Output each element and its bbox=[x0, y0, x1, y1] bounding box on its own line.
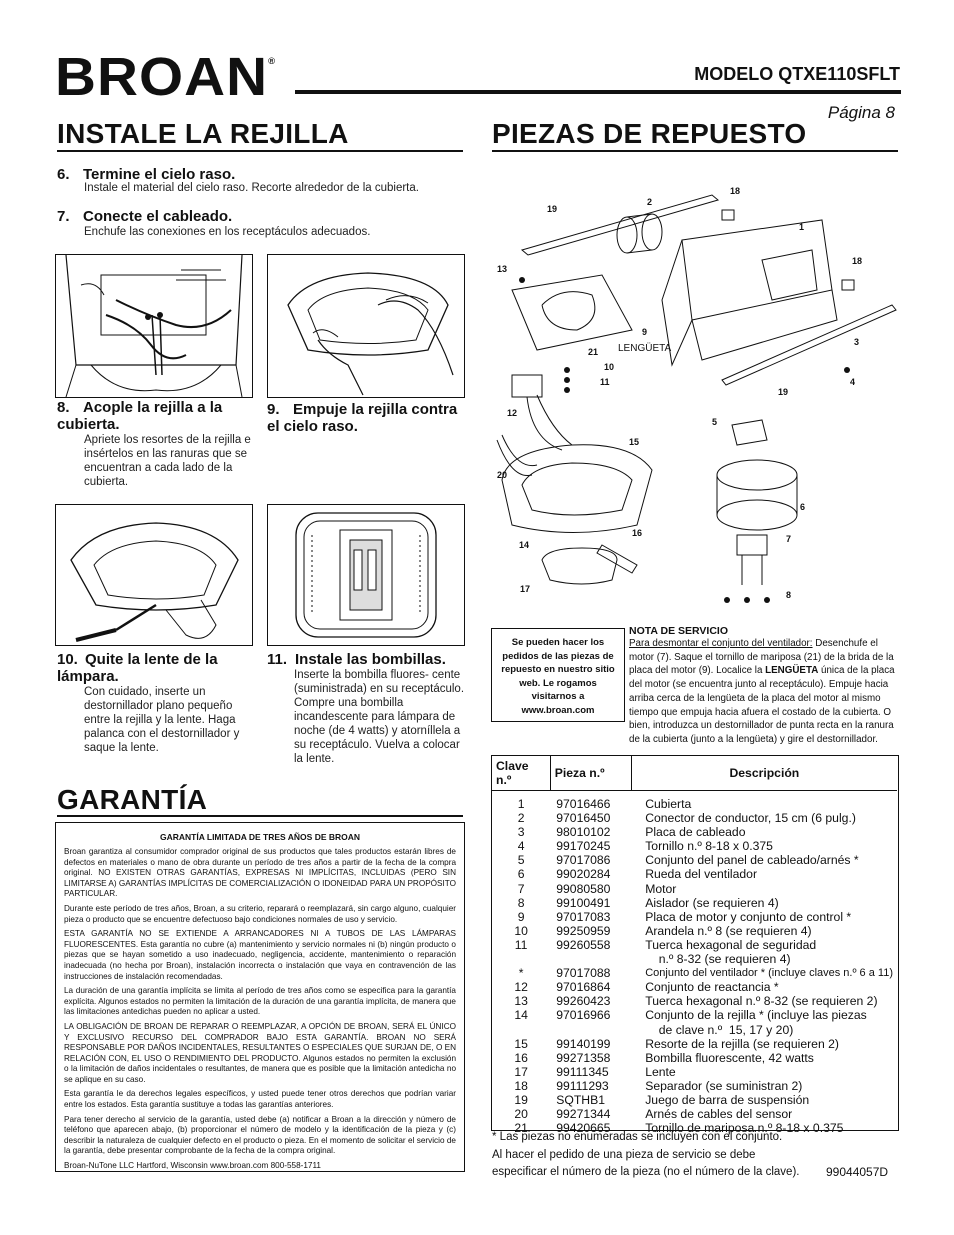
part-number-cell: 97016466 bbox=[556, 797, 611, 811]
model-number: MODELO QTXE110SFLT bbox=[694, 64, 900, 84]
order-note-2: especificar el número de la pieza (no el número de la clave). bbox=[492, 1166, 800, 1178]
callout-label: 17 bbox=[520, 584, 531, 594]
key-cell: * bbox=[518, 966, 524, 981]
key-cell: 3 bbox=[517, 825, 525, 840]
service-note bbox=[629, 625, 899, 747]
page-number: Página 8 bbox=[827, 103, 895, 122]
footnote: * Las piezas no enumeradas se incluyen con el conjunto. bbox=[492, 1131, 783, 1143]
key-cell: 19 bbox=[514, 1092, 528, 1107]
callout-label: 9 bbox=[642, 327, 648, 337]
description-cell: Placa de cableado bbox=[645, 825, 746, 840]
description-cell: Conjunto del ventilador * (incluye claves n.º 6 a 11) bbox=[645, 967, 893, 980]
description-cell: Placa de motor y conjunto de control * bbox=[645, 909, 852, 924]
key-cell bbox=[492, 952, 550, 966]
install-title: INSTALE LA REJILLA bbox=[57, 118, 349, 149]
description-cell: Aislador (se requieren 4) bbox=[645, 895, 779, 910]
key-cell: 5 bbox=[517, 853, 525, 868]
key-cell: 6 bbox=[517, 867, 525, 882]
table-row bbox=[492, 966, 897, 980]
warranty-box bbox=[55, 822, 465, 1172]
key-cell: 7 bbox=[517, 881, 525, 896]
warranty-paragraph: Broan garantiza al consumidor comprador original de sus productos que tales productos estarán libres de defectos en materiales o mano de obra durante un período de tres años a partir de la fecha de la compra original. NO EXISTEN OTRAS GARANTÍAS, EXPRESAS NI IMPLÍCITAS, INCLUIDAS (PERO SIN LIMITARSE A) GARANTÍAS IMPLÍCITAS DE COMERCIALIZACIÓN O IDONEIDAD PARA UN PROPÓSITO PARTICULAR. bbox=[64, 847, 457, 899]
col-header-key: Clave n.º bbox=[492, 756, 550, 791]
part-number-cell bbox=[550, 952, 631, 966]
col-header-description: Descripción bbox=[631, 756, 897, 791]
warranty-paragraph: La duración de una garantía implícita se limita al período de tres años como se especifica para la garantía explícita. Algunos estados no permiten la limitación de la duración de una garantía implícita, de manera que las limitaciones antedichas pueden no aplicar a usted. bbox=[64, 986, 456, 1017]
description-cell: de clave n.º 15, 17 y 20) bbox=[645, 1022, 794, 1037]
key-cell: 14 bbox=[514, 1008, 528, 1023]
description-cell: n.º 8-32 (se requieren 4) bbox=[645, 952, 791, 967]
key-cell: 2 bbox=[517, 811, 525, 826]
parts-table bbox=[492, 756, 897, 1135]
key-cell: 4 bbox=[517, 839, 525, 854]
description-cell: Separador (se suministran 2) bbox=[645, 1078, 803, 1093]
table-row bbox=[492, 1079, 897, 1093]
order-note-1: Al hacer el pedido de una pieza de servicio se debe bbox=[492, 1149, 756, 1161]
part-number-cell: 99020284 bbox=[556, 867, 611, 882]
install-rule bbox=[57, 150, 463, 152]
service-note-title: NOTA DE SERVICIO bbox=[629, 625, 728, 637]
description-cell: Bombilla fluorescente, 42 watts bbox=[645, 1050, 814, 1065]
exploded-parts-diagram bbox=[492, 180, 902, 610]
col-header-part: Pieza n.º bbox=[550, 756, 631, 791]
table-row bbox=[492, 1065, 897, 1079]
part-number-cell: 97017083 bbox=[556, 909, 611, 924]
callout-label: 7 bbox=[786, 534, 792, 544]
description-cell: Tuerca hexagonal n.º 8-32 (se requieren 2) bbox=[645, 994, 878, 1009]
table-row bbox=[492, 910, 897, 924]
part-number-cell: 97017088 bbox=[556, 966, 611, 981]
callout-label: 12 bbox=[507, 408, 518, 418]
description-cell: Arandela n.º 8 (se requieren 4) bbox=[645, 923, 812, 938]
description-cell: Conjunto de la rejilla * (incluye las piezas bbox=[645, 1008, 867, 1023]
callout-label: 16 bbox=[632, 528, 643, 538]
part-number-cell: 98010102 bbox=[556, 825, 611, 840]
callout-label: 10 bbox=[604, 362, 615, 372]
step-8-text: Apriete los resortes de la rejilla e insértelos en las ranuras que se encuentran a cada lado de la cubierta. bbox=[84, 434, 251, 488]
warranty-contact: Broan-NuTone LLC Hartford, Wisconsin www.broan.com 800-558-1711 bbox=[64, 1161, 321, 1171]
table-row bbox=[492, 980, 897, 994]
table-row bbox=[492, 952, 897, 966]
table-row bbox=[492, 1008, 897, 1022]
key-cell: 21 bbox=[514, 1121, 528, 1136]
step-11-text: Inserte la bombilla fluores- cente (suministrada) en su receptáculo. Compre una bombilla incandescente para lámpara de noche (de 4 watts) y atorníllela a su receptáculo. Vuelva a colocar la lente. bbox=[294, 669, 465, 765]
table-row bbox=[492, 1051, 897, 1065]
service-note-body: Para desmontar el conjunto del ventilador: Desenchufe el motor (7). Saque el tornillo de mariposa (21) de la brida de la placa del motor (9). Localice la LENGÜETA única de la placa del motor (se encuentra junto al receptáculo). Empuje hacia arriba cerca de la lengüeta de la placa del motor al mismo tiempo que empuja hacia afuera el costado de la cubierta. O bien, introduzca un destornillador de punta recta en la ranura de la cubierta (junto a la lengüeta) y gire el destornillador. bbox=[629, 638, 895, 745]
part-number-cell: 97017086 bbox=[556, 853, 611, 868]
description-cell: Rueda del ventilador bbox=[645, 867, 757, 882]
key-cell: 17 bbox=[514, 1064, 528, 1079]
figure-push-grille bbox=[267, 254, 465, 398]
table-row bbox=[492, 791, 897, 812]
key-cell: 16 bbox=[514, 1050, 528, 1065]
table-row bbox=[492, 1037, 897, 1051]
key-cell: 11 bbox=[514, 937, 528, 952]
table-row bbox=[492, 853, 897, 867]
lengueta-label: LENGÜETA bbox=[618, 343, 672, 354]
table-row bbox=[492, 1093, 897, 1107]
key-cell: 1 bbox=[517, 797, 525, 811]
step-7-text: Enchufe las conexiones en los receptáculos adecuados. bbox=[84, 226, 371, 238]
table-row bbox=[492, 994, 897, 1008]
table-row bbox=[492, 839, 897, 853]
description-cell: Tornillo n.º 8-18 x 0.375 bbox=[645, 839, 773, 854]
callout-label: 19 bbox=[778, 387, 789, 397]
description-cell: Arnés de cables del sensor bbox=[645, 1107, 793, 1122]
key-cell: 15 bbox=[514, 1036, 528, 1051]
callout-label: 21 bbox=[588, 347, 599, 357]
part-number-cell: 97016864 bbox=[556, 980, 611, 995]
key-cell: 12 bbox=[514, 980, 528, 995]
step-6-title: 6. Termine el cielo raso. bbox=[57, 166, 236, 183]
step-6-text: Instale el material del cielo raso. Recorte alrededor de la cubierta. bbox=[84, 182, 419, 194]
description-cell: Tornillo de mariposa n.º 8-18 x 0.375 bbox=[645, 1121, 844, 1136]
warranty-title: GARANTÍA bbox=[57, 784, 208, 815]
step-7-title: 7. Conecte el cableado. bbox=[57, 208, 233, 225]
order-online-box: Se pueden hacer los pedidos de las piezas de repuesto en nuestro sitio web. Le rogamos visitarnos a www.broan.com bbox=[491, 628, 625, 722]
table-row bbox=[492, 882, 897, 896]
step-10-text: Con cuidado, inserte un destornillador plano pequeño entre la rejilla y la lente. Haga palanca con el destornillador y saque la lente. bbox=[84, 686, 240, 754]
key-cell bbox=[492, 1023, 550, 1037]
callout-label: 2 bbox=[647, 197, 653, 207]
callout-label: 4 bbox=[850, 377, 856, 387]
description-cell: Conjunto del panel de cableado/arnés * bbox=[645, 853, 859, 868]
callout-label: 14 bbox=[519, 540, 530, 550]
callout-label: 15 bbox=[629, 437, 640, 447]
part-number-cell: 99250959 bbox=[556, 923, 611, 938]
step-10-title: 10. Quite la lente de la lámpara. bbox=[57, 651, 218, 685]
callout-label: 18 bbox=[852, 256, 863, 266]
step-8-title: 8. Acople la rejilla a la cubierta. bbox=[57, 399, 223, 433]
warranty-rule bbox=[57, 815, 463, 817]
description-cell: Motor bbox=[645, 881, 677, 896]
callout-label: 20 bbox=[497, 470, 508, 480]
part-number-cell: SQTHB1 bbox=[556, 1092, 605, 1107]
description-cell: Conector de conductor, 15 cm (6 pulg.) bbox=[645, 811, 856, 826]
callout-label: 13 bbox=[497, 264, 508, 274]
table-row bbox=[492, 938, 897, 952]
part-number-cell: 97016966 bbox=[556, 1008, 611, 1023]
description-cell: Conjunto de reactancia * bbox=[645, 980, 779, 995]
callout-label: 11 bbox=[600, 377, 610, 387]
figure-remove-lens bbox=[55, 504, 253, 646]
callout-label: 8 bbox=[786, 590, 792, 600]
description-cell: Cubierta bbox=[645, 797, 692, 811]
parts-title: PIEZAS DE REPUESTO bbox=[492, 118, 807, 149]
table-row bbox=[492, 867, 897, 881]
callout-label: 18 bbox=[730, 186, 741, 196]
callout-label: 5 bbox=[712, 417, 718, 427]
description-cell: Tuerca hexagonal de seguridad bbox=[645, 937, 817, 952]
part-number-cell: 99080580 bbox=[556, 881, 611, 896]
key-cell: 18 bbox=[514, 1078, 528, 1093]
broan-logo: BROAN® bbox=[55, 47, 277, 107]
table-row bbox=[492, 825, 897, 839]
key-cell: 9 bbox=[517, 909, 525, 924]
part-number-cell: 99111293 bbox=[556, 1078, 609, 1093]
description-cell: Juego de barra de suspensión bbox=[645, 1092, 810, 1107]
table-row bbox=[492, 1023, 897, 1037]
part-number-cell: 99100491 bbox=[556, 895, 611, 910]
part-number-cell: 99170245 bbox=[556, 839, 611, 854]
parts-rule bbox=[492, 150, 898, 152]
warranty-box-title: GARANTÍA LIMITADA DE TRES AÑOS DE BROAN bbox=[159, 832, 361, 842]
callout-label: 3 bbox=[854, 337, 860, 347]
warranty-paragraph: Para tener derecho al servicio de la garantía, usted debe (a) notificar a Broan a la dirección y número de teléfono que aparecen abajo, (b) proporcionar el número de modelo y la identificación de la pieza y (c) describir la naturaleza de cualquier defecto en el producto o pieza. En el momento de solicitar el servicio de la garantía, debe presentar comprobante de la fecha de la compra original. bbox=[64, 1114, 456, 1156]
key-cell: 20 bbox=[514, 1107, 528, 1122]
key-cell: 10 bbox=[514, 923, 528, 938]
figure-wiring bbox=[55, 254, 253, 398]
table-row bbox=[492, 1107, 897, 1121]
header-rule bbox=[295, 90, 901, 94]
warranty-paragraph: Esta garantía le da derechos legales específicos, y usted puede tener otros derechos que podrían variar entre los estados. Esta garantía sustituye a todas las garantías anteriores. bbox=[64, 1089, 456, 1110]
part-number-cell: 97016450 bbox=[556, 811, 611, 826]
table-row bbox=[492, 811, 897, 825]
part-number-cell: 99111345 bbox=[556, 1064, 609, 1079]
document-number: 99044057D bbox=[826, 1165, 889, 1179]
part-number-cell: 99260423 bbox=[556, 994, 611, 1009]
part-number-cell: 99271358 bbox=[556, 1050, 611, 1065]
table-row bbox=[492, 896, 897, 910]
callout-label: 19 bbox=[547, 204, 558, 214]
warranty-paragraph: ESTA GARANTÍA NO SE EXTIENDE A ARRANCADORES NI A TUBOS DE LAS LÁMPARAS FLUORESCENTES. Esta garantía no cubre (a) mantenimiento y servicio normales ni (b) ningún producto o piezas que se hayan sometido a uso inadecuado, negligencia, accidente, mantenimiento o reparación inadecuada (no hecha por Broan), instalación incorrecta o instalación que vaya en contravención de las instrucciones de instalación recomendadas. bbox=[64, 929, 456, 981]
figure-install-bulbs bbox=[267, 504, 465, 646]
callout-label: 1 bbox=[799, 222, 805, 232]
part-number-cell bbox=[550, 1023, 631, 1037]
description-cell: Lente bbox=[645, 1064, 676, 1079]
key-cell: 8 bbox=[517, 895, 525, 910]
description-cell: Resorte de la rejilla (se requieren 2) bbox=[645, 1036, 839, 1051]
part-number-cell: 99271344 bbox=[556, 1107, 611, 1122]
part-number-cell: 99420665 bbox=[556, 1121, 611, 1136]
part-number-cell: 99140199 bbox=[556, 1036, 611, 1051]
warranty-paragraph: Durante este período de tres años, Broan, a su criterio, reparará o reemplazará, sin cargo alguno, cualquier pieza o producto que se encuentre defectuoso bajo condiciones normales de uso y servicio. bbox=[64, 903, 456, 924]
table-row bbox=[492, 924, 897, 938]
step-11-title: 11. Instale las bombillas. bbox=[267, 651, 446, 668]
part-number-cell: 99260558 bbox=[556, 937, 611, 952]
key-cell: 13 bbox=[514, 994, 528, 1009]
warranty-paragraph: LA OBLIGACIÓN DE BROAN DE REPARAR O REEMPLAZAR, A OPCIÓN DE BROAN, SERÁ EL ÚNICO Y EXCLUSIVO RECURSO DEL COMPRADOR BAJO ESTA GARANTÍA. BROAN NO SERÁ RESPONSABLE POR DAÑOS INCIDENTALES, RESULTANTES O ESPECIALES QUE SURJAN DE, O EN RELACIÓN CON, EL USO O RENDIMIENTO DEL PRODUCTO. Algunos estados no permiten la exclusión o la limitación de daños incidentales o resultantes, de manera que es posible que la limitación antedicha no se aplique en su caso. bbox=[64, 1021, 456, 1084]
callout-label: 6 bbox=[800, 502, 806, 512]
step-9-title: 9. Empuje la rejilla contra el cielo raso. bbox=[267, 401, 458, 435]
